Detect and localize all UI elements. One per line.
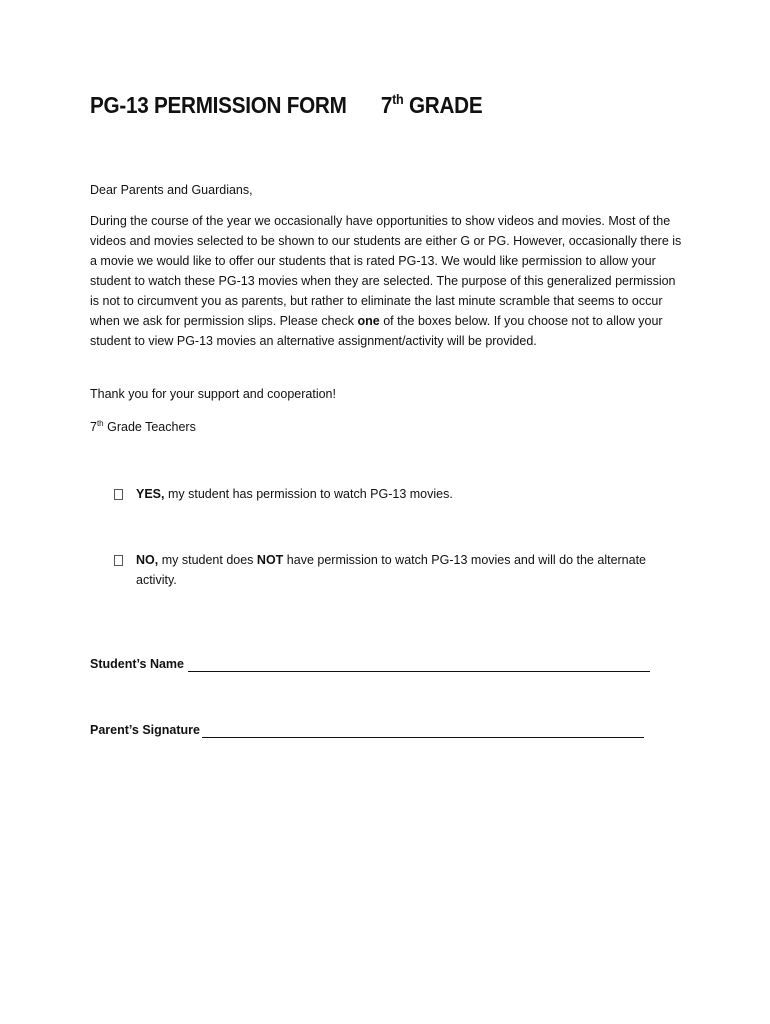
grade-word: GRADE <box>408 92 483 118</box>
signoff-suffix: th <box>96 419 104 428</box>
signoff-number: 7 <box>90 420 97 434</box>
letter-body-start: During the course of the year we occasionally have opportunities to show videos and movies. Most of the videos and movies selected to be shown to our students are either G or PG. However, occasionally there is a movie we would like to offer our students that is rated PG-13. We would like permission to allow your student to watch these PG-13 movies when they are selected. The purpose of this generalized permission is not to circumvent you as parents, but rather to eliminate the last minute scramble that seems to occur when we ask for permission slips. Please check <box>90 214 682 328</box>
yes-checkbox[interactable] <box>114 489 123 500</box>
parent-signature-field <box>90 723 200 737</box>
option-no-emphasis: NOT <box>256 553 284 567</box>
student-name-line[interactable] <box>188 671 650 672</box>
no-checkbox[interactable] <box>114 555 123 566</box>
option-yes-description: my student has permission to watch PG-13 movies. <box>167 487 453 501</box>
option-no-label: NO, <box>136 553 159 567</box>
option-no-text <box>136 550 680 590</box>
grade-suffix: th <box>392 91 404 107</box>
form-title: PG-13 PERMISSION FORM <box>90 92 347 118</box>
option-yes-label: YES, <box>136 487 165 501</box>
salutation: Dear Parents and Guardians, <box>90 183 253 197</box>
sign-off <box>90 417 685 437</box>
parent-signature-line[interactable] <box>202 737 644 738</box>
parent-signature-label: Parent’s Signature <box>90 723 200 737</box>
letter-body-emphasis: one <box>357 314 380 328</box>
option-no-description-start: my student does <box>161 553 254 567</box>
option-yes <box>110 484 680 504</box>
student-name-field <box>90 657 184 671</box>
letter-body-end: of the boxes below. If you choose not to allow your student to view PG-13 movies an alternative assignment/activity will be provided. <box>90 314 663 348</box>
option-no-description-end: have permission to watch PG-13 movies and will do the alternate activity. <box>136 553 647 587</box>
student-name-label: Student’s Name <box>90 657 185 671</box>
letter-body <box>90 211 685 351</box>
option-yes-text <box>136 484 680 504</box>
page-title <box>90 92 482 119</box>
signoff-text: Grade Teachers <box>107 420 196 434</box>
grade-number: 7 <box>380 92 393 118</box>
grade-heading <box>381 92 483 119</box>
option-no <box>110 550 680 590</box>
thanks-line: Thank you for your support and cooperation! <box>90 387 336 401</box>
